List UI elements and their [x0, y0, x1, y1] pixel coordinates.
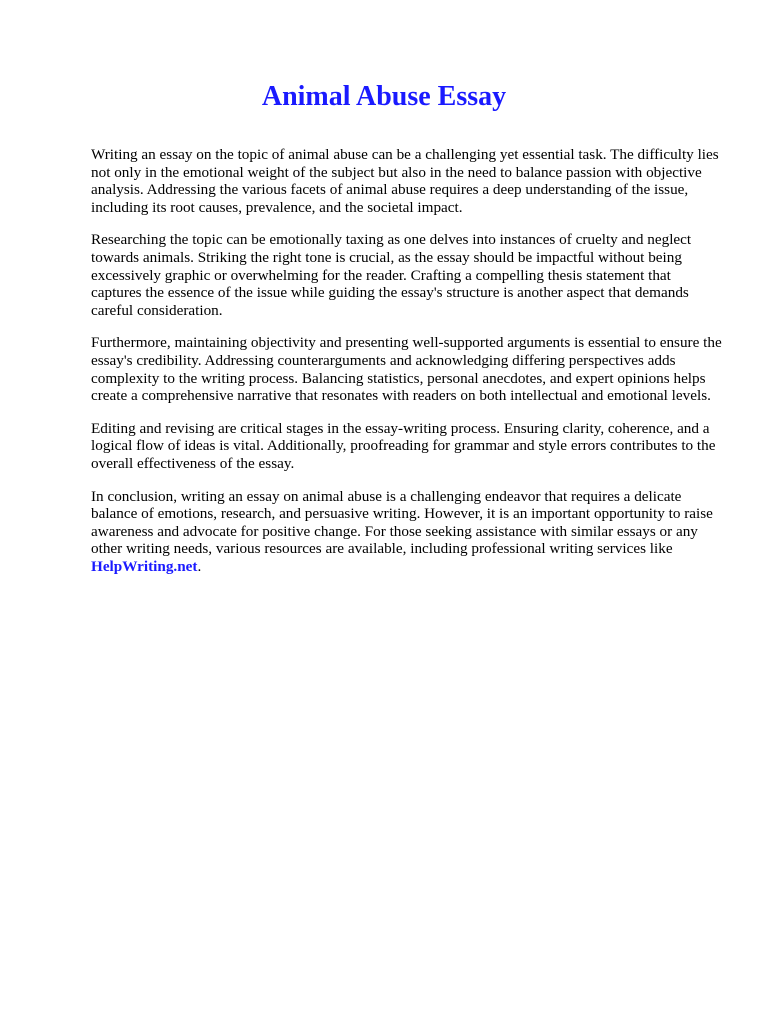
page-title: Animal Abuse Essay [261, 81, 507, 112]
paragraph-conclusion [91, 488, 725, 576]
paragraph-editing: Editing and revising are critical stages in the essay-writing process. Ensuring clarity, coherence, and a logical flow of ideas is vital. Additionally, proofreading for grammar and style errors contributes to the overall effectiveness of the essay. [91, 419, 716, 472]
conclusion-text: In conclusion, writing an essay on animal abuse is a challenging endeavor that requires a delicate balance of emotions, research, and persuasive writing. However, it is an important opportunity to raise awareness and advocate for positive change. For those seeking assistance with similar essays or any other writing needs, various resources are available, including professional writing services like [91, 487, 713, 558]
essay-body [91, 146, 725, 590]
paragraph-research: Researching the topic can be emotionally taxing as one delves into instances of cruelty and neglect towards animals. Striking the right tone is crucial, as the essay should be impactful without being excessively graphic or overwhelming for the reader. Crafting a compelling thesis statement that captures the essence of the issue while guiding the essay's structure is another aspect that demands careful consideration. [91, 231, 692, 319]
conclusion-period: . [197, 557, 202, 575]
paragraph-objectivity: Furthermore, maintaining objectivity and presenting well-supported arguments is essential to ensure the essay's credibility. Addressing counterarguments and acknowledging differing perspectives adds complexity to the writing process. Balancing statistics, personal anecdotes, and expert opinions helps create a comprehensive narrative that resonates with readers on both intellectual and emotional levels. [91, 334, 722, 405]
helpwriting-link[interactable]: HelpWriting.net [91, 557, 198, 575]
paragraph-intro: Writing an essay on the topic of animal abuse can be a challenging yet essential task. The difficulty lies not only in the emotional weight of the subject but also in the need to balance passion with objective analysis. Addressing the various facets of animal abuse requires a deep understanding of the issue, including its root causes, prevalence, and the societal impact. [91, 146, 719, 216]
